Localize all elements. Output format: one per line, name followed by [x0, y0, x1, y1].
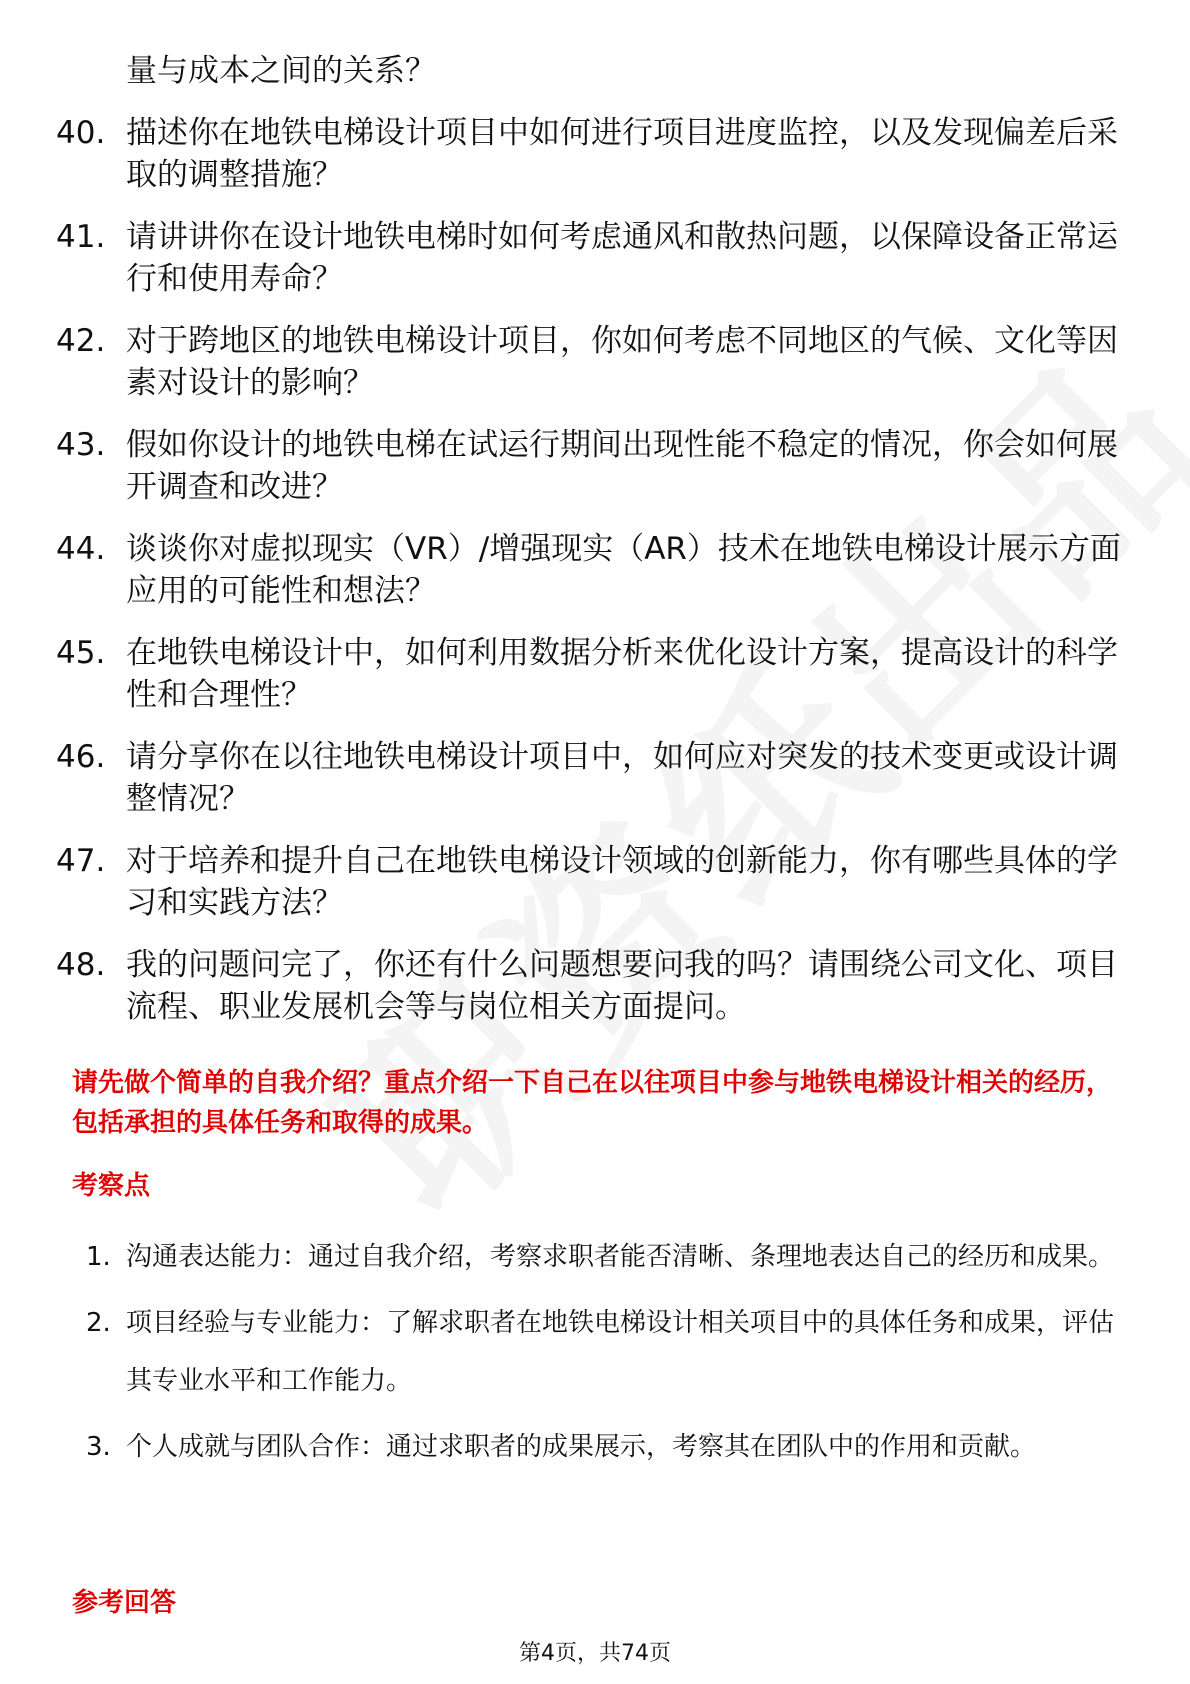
question-number: 43.	[56, 427, 106, 463]
point-text: 沟通表达能力：通过自我介绍，考察求职者能否清晰、条理地表达自己的经历和成果。	[126, 1242, 1115, 1272]
question-text: 假如你设计的地铁电梯在试运行期间出现性能不稳定的情况，你会如何展开调查和改进？	[126, 427, 1118, 505]
point-number: 2.	[86, 1308, 111, 1338]
question-number: 48.	[56, 947, 106, 983]
question-text: 谈谈你对虚拟现实（VR）/增强现实（AR）技术在地铁电梯设计展示方面应用的可能性和想法？	[126, 531, 1121, 609]
assessment-points	[86, 1228, 1126, 1484]
intro-question: 请先做个简单的自我介绍？重点介绍一下自己在以往项目中参与地铁电梯设计相关的经历，包括承担的具体任务和取得的成果。	[72, 1068, 1113, 1138]
question-item	[56, 840, 1136, 924]
question-text: 在地铁电梯设计中，如何利用数据分析来优化设计方案，提高设计的科学性和合理性？	[126, 635, 1118, 713]
question-item	[56, 944, 1136, 1028]
point-text: 项目经验与专业能力：了解求职者在地铁电梯设计相关项目中的具体任务和成果，评估其专业水平和工作能力。	[126, 1308, 1115, 1396]
question-number: 45.	[56, 635, 106, 671]
assessment-point	[86, 1294, 1126, 1410]
question-text: 我的问题问完了，你还有什么问题想要问我的吗？请围绕公司文化、项目流程、职业发展机会等与岗位相关方面提问。	[126, 947, 1118, 1025]
page-footer: 第4页，共74页	[519, 1641, 671, 1666]
question-item	[56, 736, 1136, 820]
question-list	[56, 50, 1136, 1048]
question-text: 对于跨地区的地铁电梯设计项目，你如何考虑不同地区的气候、文化等因素对设计的影响？	[126, 323, 1118, 401]
question-item	[56, 528, 1136, 612]
question-number: 46.	[56, 739, 106, 775]
question-number: 44.	[56, 531, 106, 567]
assessment-point	[86, 1228, 1126, 1286]
question-text: 描述你在地铁电梯设计项目中如何进行项目进度监控，以及发现偏差后采取的调整措施？	[126, 115, 1118, 193]
question-number: 47.	[56, 843, 106, 879]
question-item	[56, 112, 1136, 196]
assessment-point	[86, 1418, 1126, 1476]
question-item	[56, 50, 1136, 92]
question-text: 请讲讲你在设计地铁电梯时如何考虑通风和散热问题，以保障设备正常运行和使用寿命？	[126, 219, 1118, 297]
question-text: 请分享你在以往地铁电梯设计项目中，如何应对突发的技术变更或设计调整情况？	[126, 739, 1118, 817]
assessment-title: 考察点	[72, 1171, 151, 1201]
reference-title: 参考回答	[72, 1588, 177, 1618]
question-text: 量与成本之间的关系？	[126, 53, 436, 89]
question-number: 42.	[56, 323, 106, 359]
question-item	[56, 320, 1136, 404]
point-number: 3.	[86, 1432, 111, 1462]
question-number: 41.	[56, 219, 106, 255]
question-item	[56, 424, 1136, 508]
question-item	[56, 216, 1136, 300]
question-item	[56, 632, 1136, 716]
question-text: 对于培养和提升自己在地铁电梯设计领域的创新能力，你有哪些具体的学习和实践方法？	[126, 843, 1118, 921]
point-text: 个人成就与团队合作：通过求职者的成果展示，考察其在团队中的作用和贡献。	[126, 1432, 1037, 1462]
question-number: 40.	[56, 115, 106, 151]
point-number: 1.	[86, 1242, 111, 1272]
